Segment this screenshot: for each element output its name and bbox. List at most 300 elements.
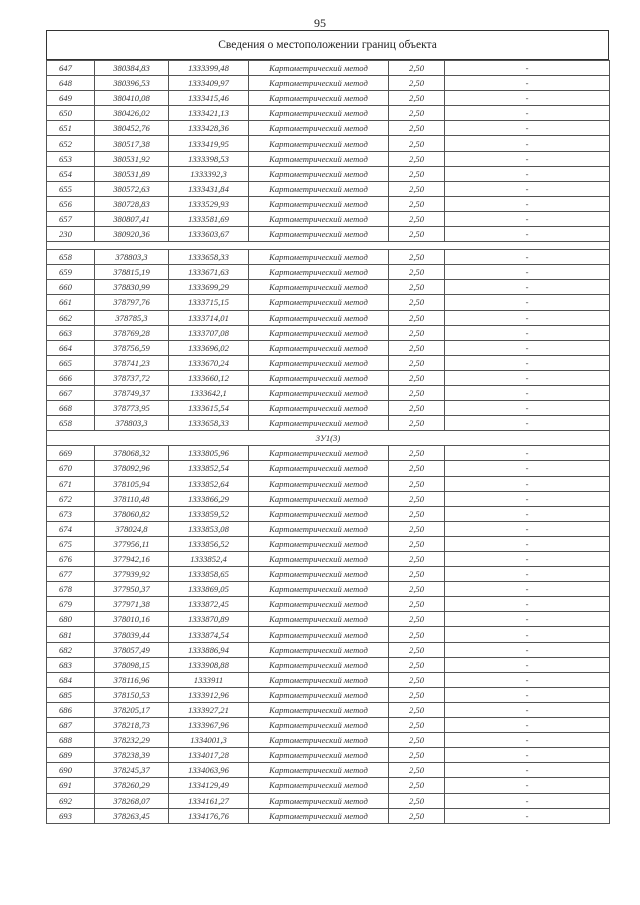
table-row	[47, 476, 610, 491]
description-cell: -	[445, 506, 610, 521]
precision-cell: 2,50	[389, 793, 445, 808]
point-number-cell: 681	[47, 627, 95, 642]
y-coordinate-cell: 1333805,96	[169, 446, 249, 461]
method-cell: Картометрический метод	[249, 280, 389, 295]
method-cell: Картометрический метод	[249, 106, 389, 121]
point-number-cell: 652	[47, 136, 95, 151]
point-number-cell: 655	[47, 181, 95, 196]
point-number-cell: 693	[47, 808, 95, 823]
precision-cell: 2,50	[389, 778, 445, 793]
x-coordinate-cell: 378268,07	[95, 793, 169, 808]
point-number-cell: 677	[47, 567, 95, 582]
y-coordinate-cell: 1333409,97	[169, 76, 249, 91]
y-coordinate-cell: 1333858,65	[169, 567, 249, 582]
point-number-cell: 656	[47, 196, 95, 211]
method-cell: Картометрический метод	[249, 446, 389, 461]
x-coordinate-cell: 380531,89	[95, 166, 169, 181]
x-coordinate-cell: 380452,76	[95, 121, 169, 136]
table-row	[47, 567, 610, 582]
method-cell: Картометрический метод	[249, 808, 389, 823]
point-number-cell: 688	[47, 733, 95, 748]
method-cell: Картометрический метод	[249, 151, 389, 166]
description-cell: -	[445, 121, 610, 136]
x-coordinate-cell: 377971,38	[95, 597, 169, 612]
table-row	[47, 211, 610, 226]
description-cell: -	[445, 227, 610, 242]
table-row	[47, 121, 610, 136]
separator-cell	[47, 242, 610, 250]
description-cell: -	[445, 461, 610, 476]
point-number-cell: 662	[47, 310, 95, 325]
description-cell: -	[445, 476, 610, 491]
method-cell: Картометрический метод	[249, 370, 389, 385]
method-cell: Картометрический метод	[249, 687, 389, 702]
description-cell: -	[445, 385, 610, 400]
y-coordinate-cell: 1333419,95	[169, 136, 249, 151]
method-cell: Картометрический метод	[249, 196, 389, 211]
description-cell: -	[445, 536, 610, 551]
table-row	[47, 536, 610, 551]
x-coordinate-cell: 378010,16	[95, 612, 169, 627]
point-number-cell: 668	[47, 401, 95, 416]
y-coordinate-cell: 1333856,52	[169, 536, 249, 551]
y-coordinate-cell: 1333671,63	[169, 265, 249, 280]
x-coordinate-cell: 378749,37	[95, 385, 169, 400]
description-cell: -	[445, 295, 610, 310]
x-coordinate-cell: 378263,45	[95, 808, 169, 823]
description-cell: -	[445, 748, 610, 763]
y-coordinate-cell: 1333866,29	[169, 491, 249, 506]
table-row	[47, 718, 610, 733]
table-row	[47, 250, 610, 265]
y-coordinate-cell: 1333886,94	[169, 642, 249, 657]
precision-cell: 2,50	[389, 491, 445, 506]
description-cell: -	[445, 310, 610, 325]
table-row	[47, 748, 610, 763]
y-coordinate-cell: 1333581,69	[169, 211, 249, 226]
precision-cell: 2,50	[389, 521, 445, 536]
table-row	[47, 181, 610, 196]
point-number-cell: 650	[47, 106, 95, 121]
description-cell: -	[445, 355, 610, 370]
y-coordinate-cell: 1333399,48	[169, 61, 249, 76]
description-cell: -	[445, 166, 610, 181]
x-coordinate-cell: 380426,02	[95, 106, 169, 121]
method-cell: Картометрический метод	[249, 211, 389, 226]
method-cell: Картометрический метод	[249, 567, 389, 582]
precision-cell: 2,50	[389, 136, 445, 151]
y-coordinate-cell: 1333872,45	[169, 597, 249, 612]
y-coordinate-cell: 1333658,33	[169, 250, 249, 265]
table-row	[47, 325, 610, 340]
precision-cell: 2,50	[389, 808, 445, 823]
x-coordinate-cell: 380728,83	[95, 196, 169, 211]
table-row	[47, 687, 610, 702]
table-row	[47, 196, 610, 211]
method-cell: Картометрический метод	[249, 295, 389, 310]
table-row	[47, 446, 610, 461]
precision-cell: 2,50	[389, 280, 445, 295]
y-coordinate-cell: 1333870,89	[169, 612, 249, 627]
x-coordinate-cell: 378205,17	[95, 702, 169, 717]
table-row	[47, 61, 610, 76]
precision-cell: 2,50	[389, 385, 445, 400]
table-row	[47, 91, 610, 106]
description-cell: -	[445, 672, 610, 687]
x-coordinate-cell: 378773,95	[95, 401, 169, 416]
table-row	[47, 491, 610, 506]
y-coordinate-cell: 1333529,93	[169, 196, 249, 211]
description-cell: -	[445, 702, 610, 717]
table-row	[47, 808, 610, 823]
point-number-cell: 663	[47, 325, 95, 340]
method-cell: Картометрический метод	[249, 355, 389, 370]
point-number-cell: 658	[47, 250, 95, 265]
point-number-cell: 692	[47, 793, 95, 808]
table-row	[47, 355, 610, 370]
description-cell: -	[445, 627, 610, 642]
table-row	[47, 763, 610, 778]
point-number-cell: 691	[47, 778, 95, 793]
x-coordinate-cell: 378737,72	[95, 370, 169, 385]
method-cell: Картометрический метод	[249, 416, 389, 431]
y-coordinate-cell: 1333642,1	[169, 385, 249, 400]
point-number-cell: 654	[47, 166, 95, 181]
point-number-cell: 678	[47, 582, 95, 597]
description-cell: -	[445, 597, 610, 612]
method-cell: Картометрический метод	[249, 521, 389, 536]
point-number-cell: 690	[47, 763, 95, 778]
y-coordinate-cell: 1333859,52	[169, 506, 249, 521]
y-coordinate-cell: 1333874,54	[169, 627, 249, 642]
point-number-cell: 665	[47, 355, 95, 370]
point-number-cell: 659	[47, 265, 95, 280]
x-coordinate-cell: 378116,96	[95, 672, 169, 687]
x-coordinate-cell: 378245,37	[95, 763, 169, 778]
point-number-cell: 671	[47, 476, 95, 491]
precision-cell: 2,50	[389, 672, 445, 687]
point-number-cell: 685	[47, 687, 95, 702]
point-number-cell: 680	[47, 612, 95, 627]
point-number-cell: 674	[47, 521, 95, 536]
x-coordinate-cell: 380410,08	[95, 91, 169, 106]
method-cell: Картометрический метод	[249, 612, 389, 627]
method-cell: Картометрический метод	[249, 227, 389, 242]
y-coordinate-cell: 1333852,4	[169, 552, 249, 567]
table-row	[47, 672, 610, 687]
table-row	[47, 370, 610, 385]
precision-cell: 2,50	[389, 612, 445, 627]
point-number-cell: 658	[47, 416, 95, 431]
precision-cell: 2,50	[389, 461, 445, 476]
y-coordinate-cell: 1333431,84	[169, 181, 249, 196]
precision-cell: 2,50	[389, 657, 445, 672]
method-cell: Картометрический метод	[249, 582, 389, 597]
x-coordinate-cell: 378092,96	[95, 461, 169, 476]
table-row	[47, 657, 610, 672]
x-coordinate-cell: 378057,49	[95, 642, 169, 657]
method-cell: Картометрический метод	[249, 763, 389, 778]
y-coordinate-cell: 1333911	[169, 672, 249, 687]
precision-cell: 2,50	[389, 250, 445, 265]
point-number-cell: 648	[47, 76, 95, 91]
point-number-cell: 667	[47, 385, 95, 400]
description-cell: -	[445, 106, 610, 121]
y-coordinate-cell: 1333415,46	[169, 91, 249, 106]
y-coordinate-cell: 1333715,15	[169, 295, 249, 310]
point-number-cell: 689	[47, 748, 95, 763]
point-number-cell: 657	[47, 211, 95, 226]
table-row	[47, 227, 610, 242]
table-row	[47, 401, 610, 416]
table-row	[47, 340, 610, 355]
description-cell: -	[445, 808, 610, 823]
x-coordinate-cell: 378039,44	[95, 627, 169, 642]
x-coordinate-cell: 378797,76	[95, 295, 169, 310]
description-cell: -	[445, 76, 610, 91]
y-coordinate-cell: 1333398,53	[169, 151, 249, 166]
precision-cell: 2,50	[389, 552, 445, 567]
point-number-cell: 676	[47, 552, 95, 567]
precision-cell: 2,50	[389, 370, 445, 385]
precision-cell: 2,50	[389, 106, 445, 121]
table-row	[47, 136, 610, 151]
x-coordinate-cell: 378105,94	[95, 476, 169, 491]
page-number: 95	[314, 16, 326, 30]
point-number-cell: 649	[47, 91, 95, 106]
precision-cell: 2,50	[389, 597, 445, 612]
method-cell: Картометрический метод	[249, 385, 389, 400]
precision-cell: 2,50	[389, 196, 445, 211]
precision-cell: 2,50	[389, 733, 445, 748]
x-coordinate-cell: 380920,36	[95, 227, 169, 242]
y-coordinate-cell: 1333658,33	[169, 416, 249, 431]
coordinates-table	[46, 60, 610, 824]
precision-cell: 2,50	[389, 506, 445, 521]
precision-cell: 2,50	[389, 687, 445, 702]
table-title: Сведения о местоположении границ объекта	[46, 30, 609, 60]
description-cell: -	[445, 642, 610, 657]
description-cell: -	[445, 181, 610, 196]
method-cell: Картометрический метод	[249, 627, 389, 642]
y-coordinate-cell: 1333853,08	[169, 521, 249, 536]
description-cell: -	[445, 136, 610, 151]
x-coordinate-cell: 377956,11	[95, 536, 169, 551]
method-cell: Картометрический метод	[249, 91, 389, 106]
method-cell: Картометрический метод	[249, 491, 389, 506]
precision-cell: 2,50	[389, 718, 445, 733]
description-cell: -	[445, 211, 610, 226]
precision-cell: 2,50	[389, 91, 445, 106]
precision-cell: 2,50	[389, 416, 445, 431]
precision-cell: 2,50	[389, 151, 445, 166]
method-cell: Картометрический метод	[249, 702, 389, 717]
precision-cell: 2,50	[389, 702, 445, 717]
x-coordinate-cell: 378260,29	[95, 778, 169, 793]
table-row	[47, 151, 610, 166]
description-cell: -	[445, 612, 610, 627]
precision-cell: 2,50	[389, 340, 445, 355]
y-coordinate-cell: 1333428,36	[169, 121, 249, 136]
y-coordinate-cell: 1333660,12	[169, 370, 249, 385]
y-coordinate-cell: 1334161,27	[169, 793, 249, 808]
method-cell: Картометрический метод	[249, 461, 389, 476]
table-row	[47, 461, 610, 476]
point-number-cell: 666	[47, 370, 95, 385]
x-coordinate-cell: 378815,19	[95, 265, 169, 280]
method-cell: Картометрический метод	[249, 181, 389, 196]
point-number-cell: 230	[47, 227, 95, 242]
x-coordinate-cell: 380384,83	[95, 61, 169, 76]
description-cell: -	[445, 401, 610, 416]
x-coordinate-cell: 377939,92	[95, 567, 169, 582]
description-cell: -	[445, 370, 610, 385]
section-header-row	[47, 431, 610, 446]
table-row	[47, 106, 610, 121]
y-coordinate-cell: 1333707,08	[169, 325, 249, 340]
precision-cell: 2,50	[389, 567, 445, 582]
table-row	[47, 166, 610, 181]
precision-cell: 2,50	[389, 401, 445, 416]
point-number-cell: 686	[47, 702, 95, 717]
x-coordinate-cell: 378756,59	[95, 340, 169, 355]
group-separator-row	[47, 242, 610, 250]
point-number-cell: 683	[47, 657, 95, 672]
description-cell: -	[445, 250, 610, 265]
precision-cell: 2,50	[389, 227, 445, 242]
description-cell: -	[445, 91, 610, 106]
table-row	[47, 385, 610, 400]
section-label: 3У1(3)	[47, 431, 610, 446]
table-row	[47, 506, 610, 521]
description-cell: -	[445, 280, 610, 295]
description-cell: -	[445, 687, 610, 702]
point-number-cell: 647	[47, 61, 95, 76]
x-coordinate-cell: 380807,41	[95, 211, 169, 226]
table-row	[47, 793, 610, 808]
y-coordinate-cell: 1333699,29	[169, 280, 249, 295]
description-cell: -	[445, 446, 610, 461]
y-coordinate-cell: 1333603,67	[169, 227, 249, 242]
table-row	[47, 280, 610, 295]
y-coordinate-cell: 1333908,88	[169, 657, 249, 672]
point-number-cell: 682	[47, 642, 95, 657]
method-cell: Картометрический метод	[249, 642, 389, 657]
x-coordinate-cell: 380572,63	[95, 181, 169, 196]
precision-cell: 2,50	[389, 295, 445, 310]
method-cell: Картометрический метод	[249, 718, 389, 733]
method-cell: Картометрический метод	[249, 733, 389, 748]
x-coordinate-cell: 378218,73	[95, 718, 169, 733]
point-number-cell: 679	[47, 597, 95, 612]
y-coordinate-cell: 1333392,3	[169, 166, 249, 181]
x-coordinate-cell: 378232,29	[95, 733, 169, 748]
y-coordinate-cell: 1333852,54	[169, 461, 249, 476]
table-row	[47, 733, 610, 748]
y-coordinate-cell: 1333852,64	[169, 476, 249, 491]
x-coordinate-cell: 377942,16	[95, 552, 169, 567]
description-cell: -	[445, 718, 610, 733]
y-coordinate-cell: 1333967,96	[169, 718, 249, 733]
description-cell: -	[445, 491, 610, 506]
x-coordinate-cell: 378769,28	[95, 325, 169, 340]
x-coordinate-cell: 378110,48	[95, 491, 169, 506]
method-cell: Картометрический метод	[249, 778, 389, 793]
method-cell: Картометрический метод	[249, 250, 389, 265]
description-cell: -	[445, 582, 610, 597]
table-row	[47, 702, 610, 717]
y-coordinate-cell: 1333615,54	[169, 401, 249, 416]
precision-cell: 2,50	[389, 166, 445, 181]
precision-cell: 2,50	[389, 121, 445, 136]
description-cell: -	[445, 763, 610, 778]
x-coordinate-cell: 378803,3	[95, 250, 169, 265]
x-coordinate-cell: 378238,39	[95, 748, 169, 763]
y-coordinate-cell: 1333912,96	[169, 687, 249, 702]
description-cell: -	[445, 61, 610, 76]
description-cell: -	[445, 793, 610, 808]
precision-cell: 2,50	[389, 536, 445, 551]
y-coordinate-cell: 1334063,96	[169, 763, 249, 778]
description-cell: -	[445, 733, 610, 748]
x-coordinate-cell: 378803,3	[95, 416, 169, 431]
table-row	[47, 597, 610, 612]
description-cell: -	[445, 340, 610, 355]
precision-cell: 2,50	[389, 763, 445, 778]
method-cell: Картометрический метод	[249, 748, 389, 763]
point-number-cell: 675	[47, 536, 95, 551]
precision-cell: 2,50	[389, 61, 445, 76]
y-coordinate-cell: 1333714,01	[169, 310, 249, 325]
method-cell: Картометрический метод	[249, 121, 389, 136]
table-body	[47, 61, 610, 824]
description-cell: -	[445, 778, 610, 793]
method-cell: Картометрический метод	[249, 793, 389, 808]
precision-cell: 2,50	[389, 446, 445, 461]
description-cell: -	[445, 521, 610, 536]
point-number-cell: 669	[47, 446, 95, 461]
method-cell: Картометрический метод	[249, 657, 389, 672]
precision-cell: 2,50	[389, 76, 445, 91]
y-coordinate-cell: 1334176,76	[169, 808, 249, 823]
y-coordinate-cell: 1334129,49	[169, 778, 249, 793]
table-row	[47, 642, 610, 657]
x-coordinate-cell: 380396,53	[95, 76, 169, 91]
method-cell: Картометрический метод	[249, 597, 389, 612]
description-cell: -	[445, 151, 610, 166]
point-number-cell: 651	[47, 121, 95, 136]
description-cell: -	[445, 552, 610, 567]
precision-cell: 2,50	[389, 355, 445, 370]
method-cell: Картометрический метод	[249, 672, 389, 687]
table-row	[47, 778, 610, 793]
method-cell: Картометрический метод	[249, 476, 389, 491]
x-coordinate-cell: 380517,38	[95, 136, 169, 151]
point-number-cell: 670	[47, 461, 95, 476]
table-row	[47, 521, 610, 536]
y-coordinate-cell: 1333869,05	[169, 582, 249, 597]
method-cell: Картометрический метод	[249, 340, 389, 355]
x-coordinate-cell: 378068,32	[95, 446, 169, 461]
point-number-cell: 673	[47, 506, 95, 521]
table-row	[47, 310, 610, 325]
precision-cell: 2,50	[389, 476, 445, 491]
method-cell: Картометрический метод	[249, 506, 389, 521]
x-coordinate-cell: 380531,92	[95, 151, 169, 166]
description-cell: -	[445, 325, 610, 340]
point-number-cell: 687	[47, 718, 95, 733]
y-coordinate-cell: 1334001,3	[169, 733, 249, 748]
